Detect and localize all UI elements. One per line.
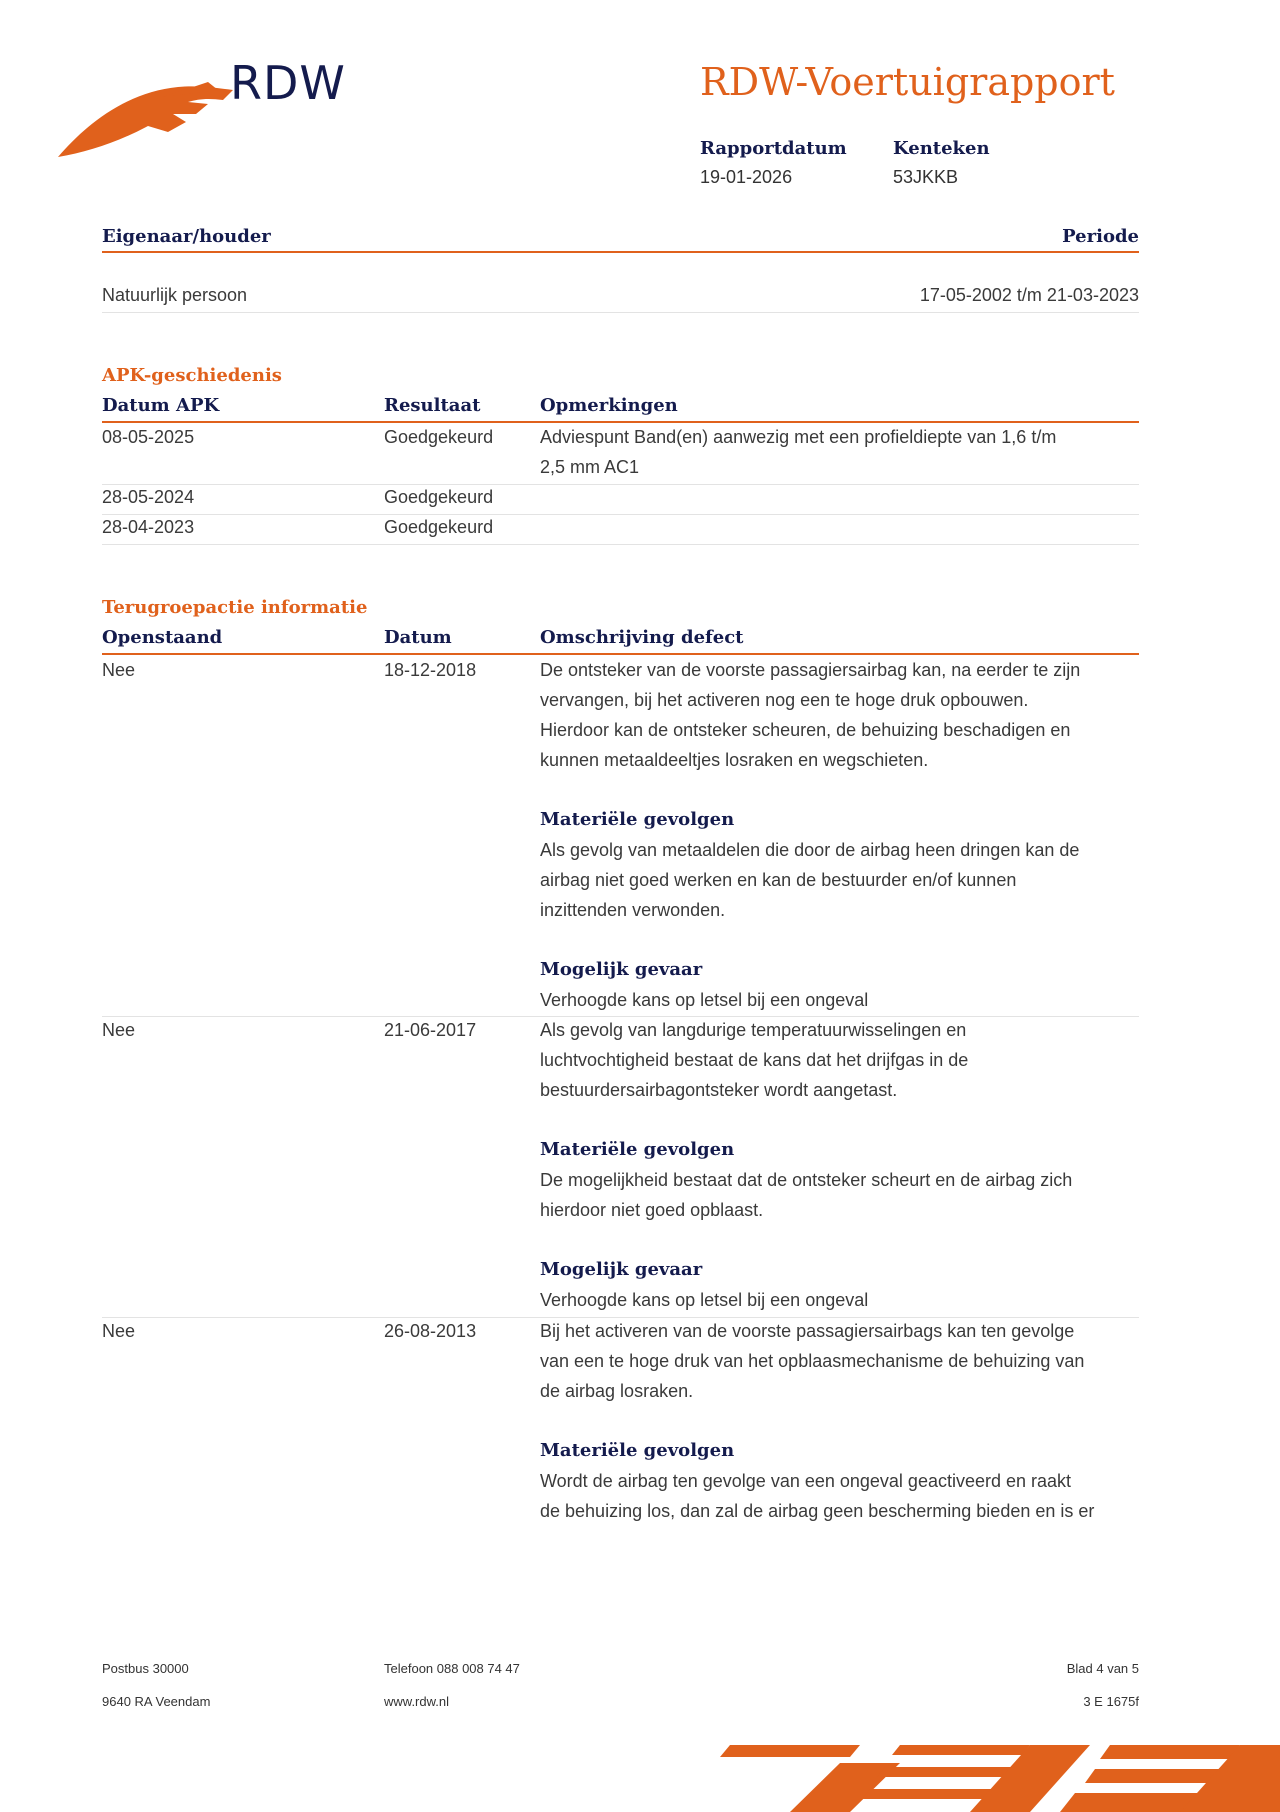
- apk-section-title: APK-geschiedenis: [102, 365, 282, 386]
- material-line: hierdoor niet goed opblaast.: [540, 1200, 764, 1220]
- defect-line: Hierdoor kan de ontsteker scheuren, de behuizing beschadigen en: [540, 720, 1071, 740]
- material-consequences-heading: Materiële gevolgen: [540, 809, 735, 830]
- recall-section-title: Terugroepactie informatie: [102, 597, 368, 618]
- recall-row-date: 26-08-2013: [384, 1321, 477, 1341]
- footer-page-number: Blad 4 van 5: [1066, 1661, 1139, 1676]
- possible-danger-heading: Mogelijk gevaar: [540, 959, 703, 980]
- owner-column-header: Eigenaar/houder: [102, 226, 271, 247]
- owner-row-divider: [102, 312, 1139, 313]
- defect-line: van een te hoge druk van het opblaasmechanisme de behuizing van: [540, 1351, 1085, 1371]
- apk-row-date: 28-04-2023: [102, 517, 195, 537]
- owner-period: 17-05-2002 t/m 21-03-2023: [919, 285, 1139, 305]
- apk-row-remark: Adviespunt Band(en) aanwezig met een profieldiepte van 1,6 t/m: [540, 427, 1057, 447]
- possible-danger-heading: Mogelijk gevaar: [540, 1259, 703, 1280]
- defect-line: Bij het activeren van de voorste passagiersairbags kan ten gevolge: [540, 1321, 1075, 1341]
- recall-row-date: 18-12-2018: [384, 660, 477, 680]
- defect-line: bestuurdersairbagontsteker wordt aangetast.: [540, 1080, 898, 1100]
- defect-line: De ontsteker van de voorste passagiersairbag kan, na eerder te zijn: [540, 660, 1081, 680]
- rdw-stripes-icon: [700, 1735, 1280, 1812]
- footer-address-2: 9640 RA Veendam: [102, 1694, 211, 1709]
- defect-line: Als gevolg van langdurige temperatuurwisselingen en: [540, 1020, 967, 1040]
- footer-phone: Telefoon 088 008 74 47: [384, 1661, 520, 1676]
- apk-col-date: Datum APK: [102, 395, 220, 416]
- apk-row-result: Goedgekeurd: [384, 517, 494, 537]
- footer-doc-code: 3 E 1675f: [1083, 1694, 1139, 1709]
- recall-row-open: Nee: [102, 1020, 136, 1040]
- license-plate-label: Kenteken: [893, 138, 990, 159]
- danger-line: Verhoogde kans op letsel bij een ongeval: [540, 990, 869, 1010]
- license-plate-value: 53JKKB: [893, 167, 959, 187]
- defect-line: kunnen metaaldeeltjes losraken en wegschieten.: [540, 750, 929, 770]
- recall-row-open: Nee: [102, 1321, 136, 1341]
- recall-row-description: [540, 1316, 1140, 1526]
- material-line: Wordt de airbag ten gevolge van een ongeval geactiveerd en raakt: [540, 1471, 1072, 1491]
- apk-row-date: 28-05-2024: [102, 487, 195, 507]
- defect-line: de airbag losraken.: [540, 1381, 694, 1401]
- recall-row-open: Nee: [102, 660, 136, 680]
- recall-col-defect: Omschrijving defect: [540, 627, 744, 648]
- apk-row-result: Goedgekeurd: [384, 427, 494, 447]
- owner-header-rule: [102, 251, 1139, 253]
- apk-row-divider: [102, 544, 1139, 545]
- apk-col-result: Resultaat: [384, 395, 481, 416]
- material-line: De mogelijkheid bestaat dat de ontsteker scheurt en de airbag zich: [540, 1170, 1073, 1190]
- apk-row-date: 08-05-2025: [102, 427, 195, 447]
- recall-col-date: Datum: [384, 627, 452, 648]
- material-line: inzittenden verwonden.: [540, 900, 726, 920]
- recall-col-open: Openstaand: [102, 627, 223, 648]
- apk-col-remarks: Opmerkingen: [540, 395, 678, 416]
- material-line: airbag niet goed werken en kan de bestuurder en/of kunnen: [540, 870, 1017, 890]
- document-title: RDW-Voertuigrapport: [700, 60, 1115, 104]
- apk-row-divider: [102, 484, 1139, 485]
- material-line: Als gevolg van metaaldelen die door de airbag heen dringen kan de: [540, 840, 1080, 860]
- footer-address-1: Postbus 30000: [102, 1661, 189, 1676]
- apk-row-result: Goedgekeurd: [384, 487, 494, 507]
- apk-row-divider: [102, 514, 1139, 515]
- brand-name: RDW: [230, 56, 346, 110]
- material-line: de behuizing los, dan zal de airbag geen bescherming bieden en is er: [540, 1501, 1095, 1521]
- recall-row-date: 21-06-2017: [384, 1020, 477, 1040]
- material-consequences-heading: Materiële gevolgen: [540, 1139, 735, 1160]
- footer-website[interactable]: www.rdw.nl: [384, 1694, 450, 1709]
- report-date-value: 19-01-2026: [700, 167, 793, 187]
- report-date-label: Rapportdatum: [700, 138, 847, 159]
- recall-row-description: [540, 655, 1140, 1015]
- defect-line: vervangen, bij het activeren nog een te hoge druk opbouwen.: [540, 690, 1029, 710]
- owner-type: Natuurlijk persoon: [102, 285, 248, 305]
- defect-line: luchtvochtigheid bestaat de kans dat het drijfgas in de: [540, 1050, 969, 1070]
- danger-line: Verhoogde kans op letsel bij een ongeval: [540, 1290, 869, 1310]
- material-consequences-heading: Materiële gevolgen: [540, 1440, 735, 1461]
- period-column-header: Periode: [1062, 226, 1139, 247]
- recall-row-description: [540, 1015, 1140, 1315]
- apk-row-remark: 2,5 mm AC1: [540, 457, 640, 477]
